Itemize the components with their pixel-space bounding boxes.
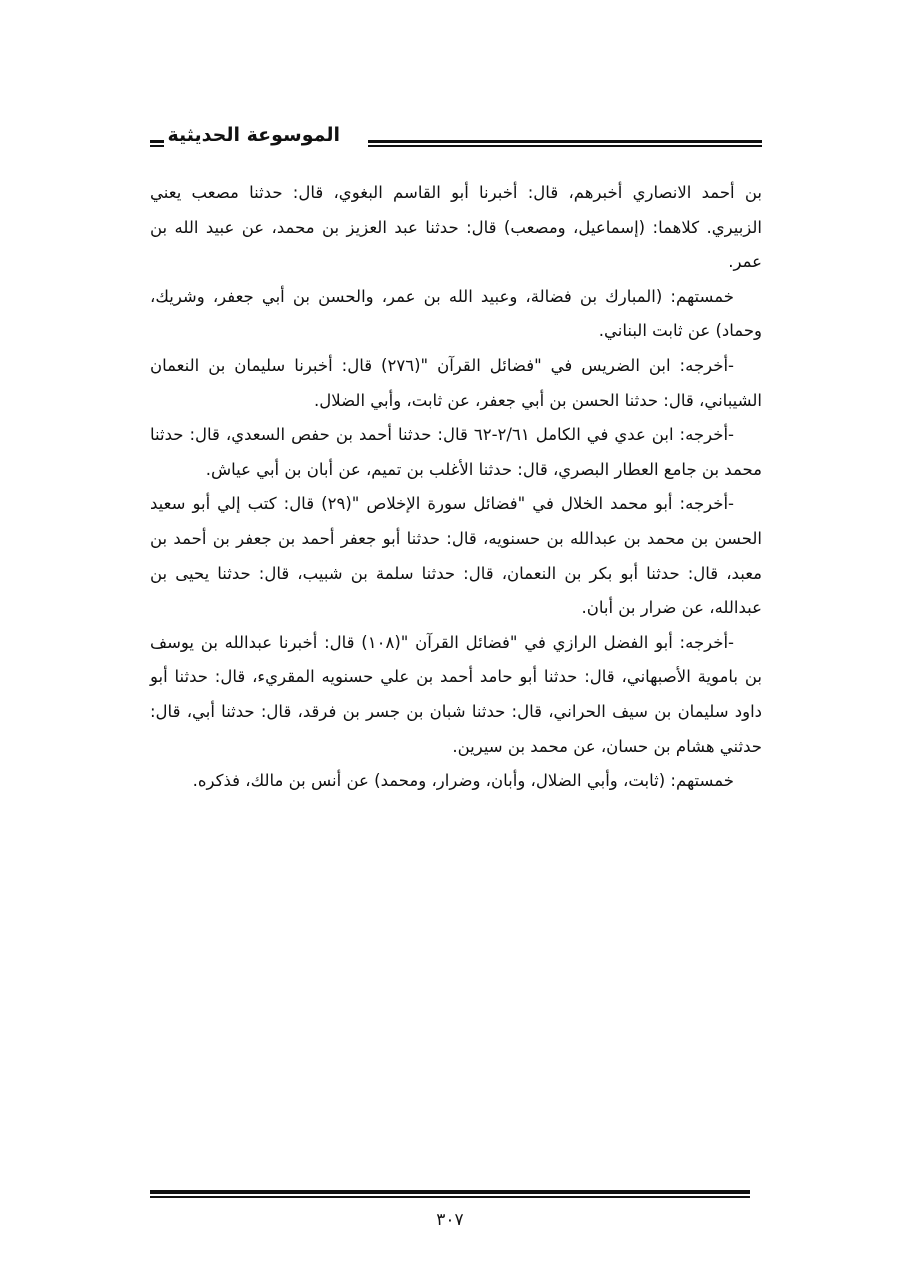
header-rule-right [368, 140, 762, 147]
paragraph-1: بن أحمد الانصاري أخبرهم، قال: أخبرنا أبو القاسم البغوي، قال: حدثنا مصعب يعني الزبيري. كلاهما: (إسماعيل، ومصعب) قال: حدثنا عبد العزيز بن محمد، عن عبيد الله بن عمر. [150, 183, 762, 272]
paragraph-6: -أخرجه: أبو الفضل الرازي في "فضائل القرآن "(١٠٨) قال: أخبرنا عبدالله بن يوسف بن باموية الأصبهاني، قال: حدثنا أبو حامد أحمد بن علي حسنويه المقريء، قال: حدثنا أبو داود سليمان بن سيف الحراني، قال: حدثنا شبان بن جسر بن فرقد، قال: حدثنا أبي، قال: حدثني هشام بن حسان، عن محمد بن سيرين. [150, 632, 762, 756]
paragraph-4: -أخرجه: ابن عدي في الكامل ٢/٦١-٦٢ قال: حدثنا أحمد بن حفص السعدي، قال: حدثنا محمد بن جامع العطار البصري، قال: حدثنا الأغلب بن تميم، عن أبان بن أبي عياش. [150, 425, 762, 479]
header-title: الموسوعة الحديثية [164, 122, 345, 148]
running-header [150, 118, 762, 158]
paragraph-5: -أخرجه: أبو محمد الخلال في "فضائل سورة الإخلاص "(٢٩) قال: كتب إلي أبو سعيد الحسن بن محمد بن عبدالله بن حسنويه، قال: حدثنا أبو جعفر أحمد بن جعفر بن أحمد بن معبد، قال: حدثنا أبو بكر بن النعمان، قال: حدثنا سلمة بن شبيب، قال: حدثنا يحيى بن عبدالله، عن ضرار بن أبان. [150, 494, 762, 618]
paragraph-7: خمستهم: (ثابت، وأبي الضلال، وأبان، وضرار، ومحمد) عن أنس بن مالك، فذكره. [192, 771, 734, 791]
main-text [150, 176, 762, 799]
footer-rule [150, 1190, 750, 1198]
paragraph-3: -أخرجه: ابن الضريس في "فضائل القرآن "(٢٧٦) قال: أخبرنا سليمان بن النعمان الشيباني، قال: حدثنا الحسن بن أبي جعفر، عن ثابت، وأبي الضلال. [150, 355, 762, 410]
paragraph-2: خمستهم: (المبارك بن فضالة، وعبيد الله بن عمر، والحسن بن أبي جعفر، وشريك، وحماد) عن ثابت البناني. [150, 286, 762, 341]
page-number: ٣٠٧ [436, 1210, 464, 1230]
